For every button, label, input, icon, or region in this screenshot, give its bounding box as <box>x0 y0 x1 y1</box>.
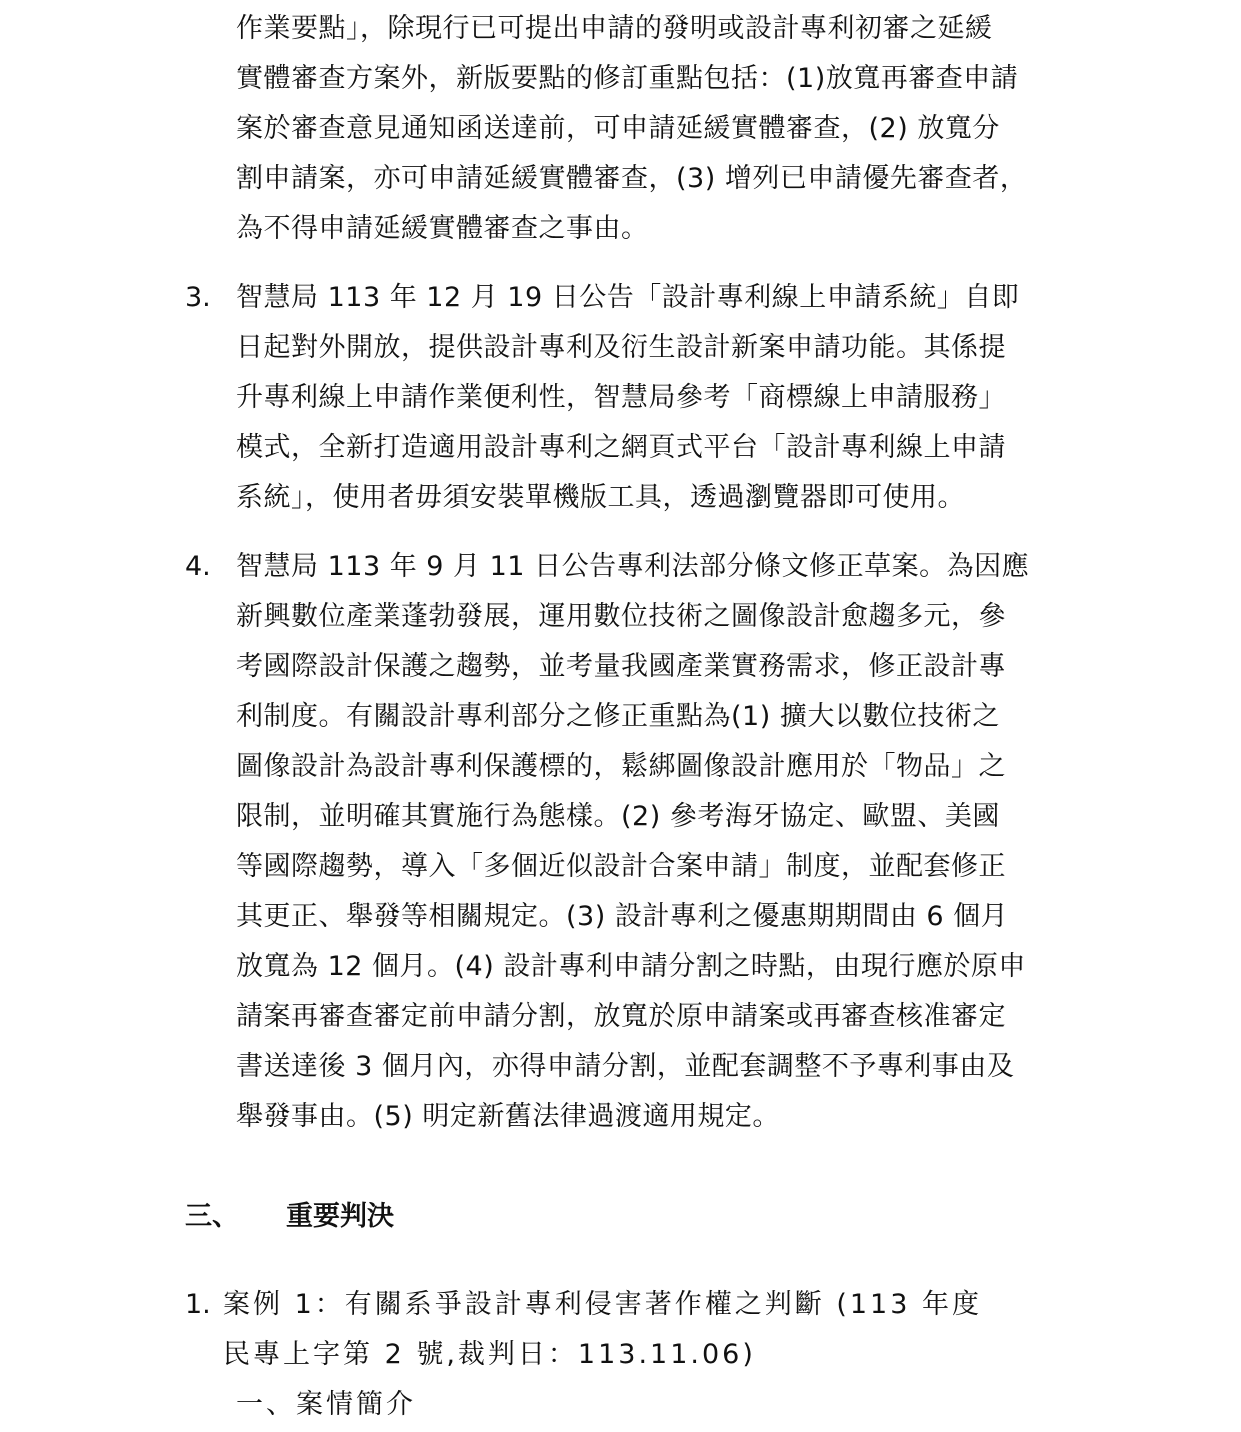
paragraph-line: 考國際設計保護之趨勢，並考量我國產業實務需求，修正設計專 <box>236 651 1006 682</box>
paragraph-line: 模式，全新打造適用設計專利之網頁式平台「設計專利線上申請 <box>236 432 1006 463</box>
paragraph-line: 限制，並明確其實施行為態樣。(2) 參考海牙協定、歐盟、美國 <box>236 801 1000 832</box>
paragraph-line: 其更正、舉發等相關規定。(3) 設計專利之優惠期期間由 6 個月 <box>236 901 1009 932</box>
paragraph-line: 案於審查意見通知函送達前，可申請延緩實體審查，(2) 放寬分 <box>236 113 1000 144</box>
list-number: 1. <box>185 1289 211 1320</box>
paragraph-line: 日起對外開放，提供設計專利及衍生設計新案申請功能。其係提 <box>236 332 1006 363</box>
section-number: 三、 <box>185 1201 239 1232</box>
paragraph-line: 利制度。有關設計專利部分之修正重點為(1) 擴大以數位技術之 <box>236 701 1000 732</box>
case-subheading: 一、案情簡介 <box>236 1389 416 1420</box>
paragraph-line: 書送達後 3 個月內，亦得申請分割，並配套調整不予專利事由及 <box>236 1051 1015 1082</box>
section-title: 重要判決 <box>286 1201 394 1232</box>
paragraph-line: 圖像設計為設計專利保護標的，鬆綁圖像設計應用於「物品」之 <box>236 751 1006 782</box>
paragraph-line: 為不得申請延緩實體審查之事由。 <box>236 213 649 244</box>
paragraph-line: 請案再審查審定前申請分割，放寬於原申請案或再審查核准審定 <box>236 1001 1006 1032</box>
paragraph-line: 智慧局 113 年 9 月 11 日公告專利法部分條文修正草案。為因應 <box>236 551 1030 582</box>
paragraph-line: 作業要點」，除現行已可提出申請的發明或設計專利初審之延緩 <box>236 13 993 44</box>
case-title-line: 案例 1：有關系爭設計專利侵害著作權之判斷 (113 年度 <box>223 1289 982 1320</box>
list-number: 3. <box>185 282 211 313</box>
list-number: 4. <box>185 551 211 582</box>
paragraph-line: 等國際趨勢，導入「多個近似設計合案申請」制度，並配套修正 <box>236 851 1006 882</box>
paragraph-line: 放寬為 12 個月。(4) 設計專利申請分割之時點，由現行應於原申 <box>236 951 1026 982</box>
paragraph-line: 割申請案，亦可申請延緩實體審查，(3) 增列已申請優先審查者， <box>236 163 1028 194</box>
paragraph-line: 新興數位產業蓬勃發展，運用數位技術之圖像設計愈趨多元，參 <box>236 601 1006 632</box>
paragraph-line: 實體審查方案外，新版要點的修訂重點包括：(1)放寬再審查申請 <box>236 63 1019 94</box>
paragraph-line: 智慧局 113 年 12 月 19 日公告「設計專利線上申請系統」自即 <box>236 282 1020 313</box>
paragraph-line: 舉發事由。(5) 明定新舊法律過渡適用規定。 <box>236 1101 780 1132</box>
paragraph-line: 升專利線上申請作業便利性，智慧局參考「商標線上申請服務」 <box>236 382 1006 413</box>
case-title-line: 民專上字第 2 號,裁判日：113.11.06) <box>223 1339 756 1370</box>
paragraph-line: 系統」，使用者毋須安裝單機版工具，透過瀏覽器即可使用。 <box>236 482 965 513</box>
